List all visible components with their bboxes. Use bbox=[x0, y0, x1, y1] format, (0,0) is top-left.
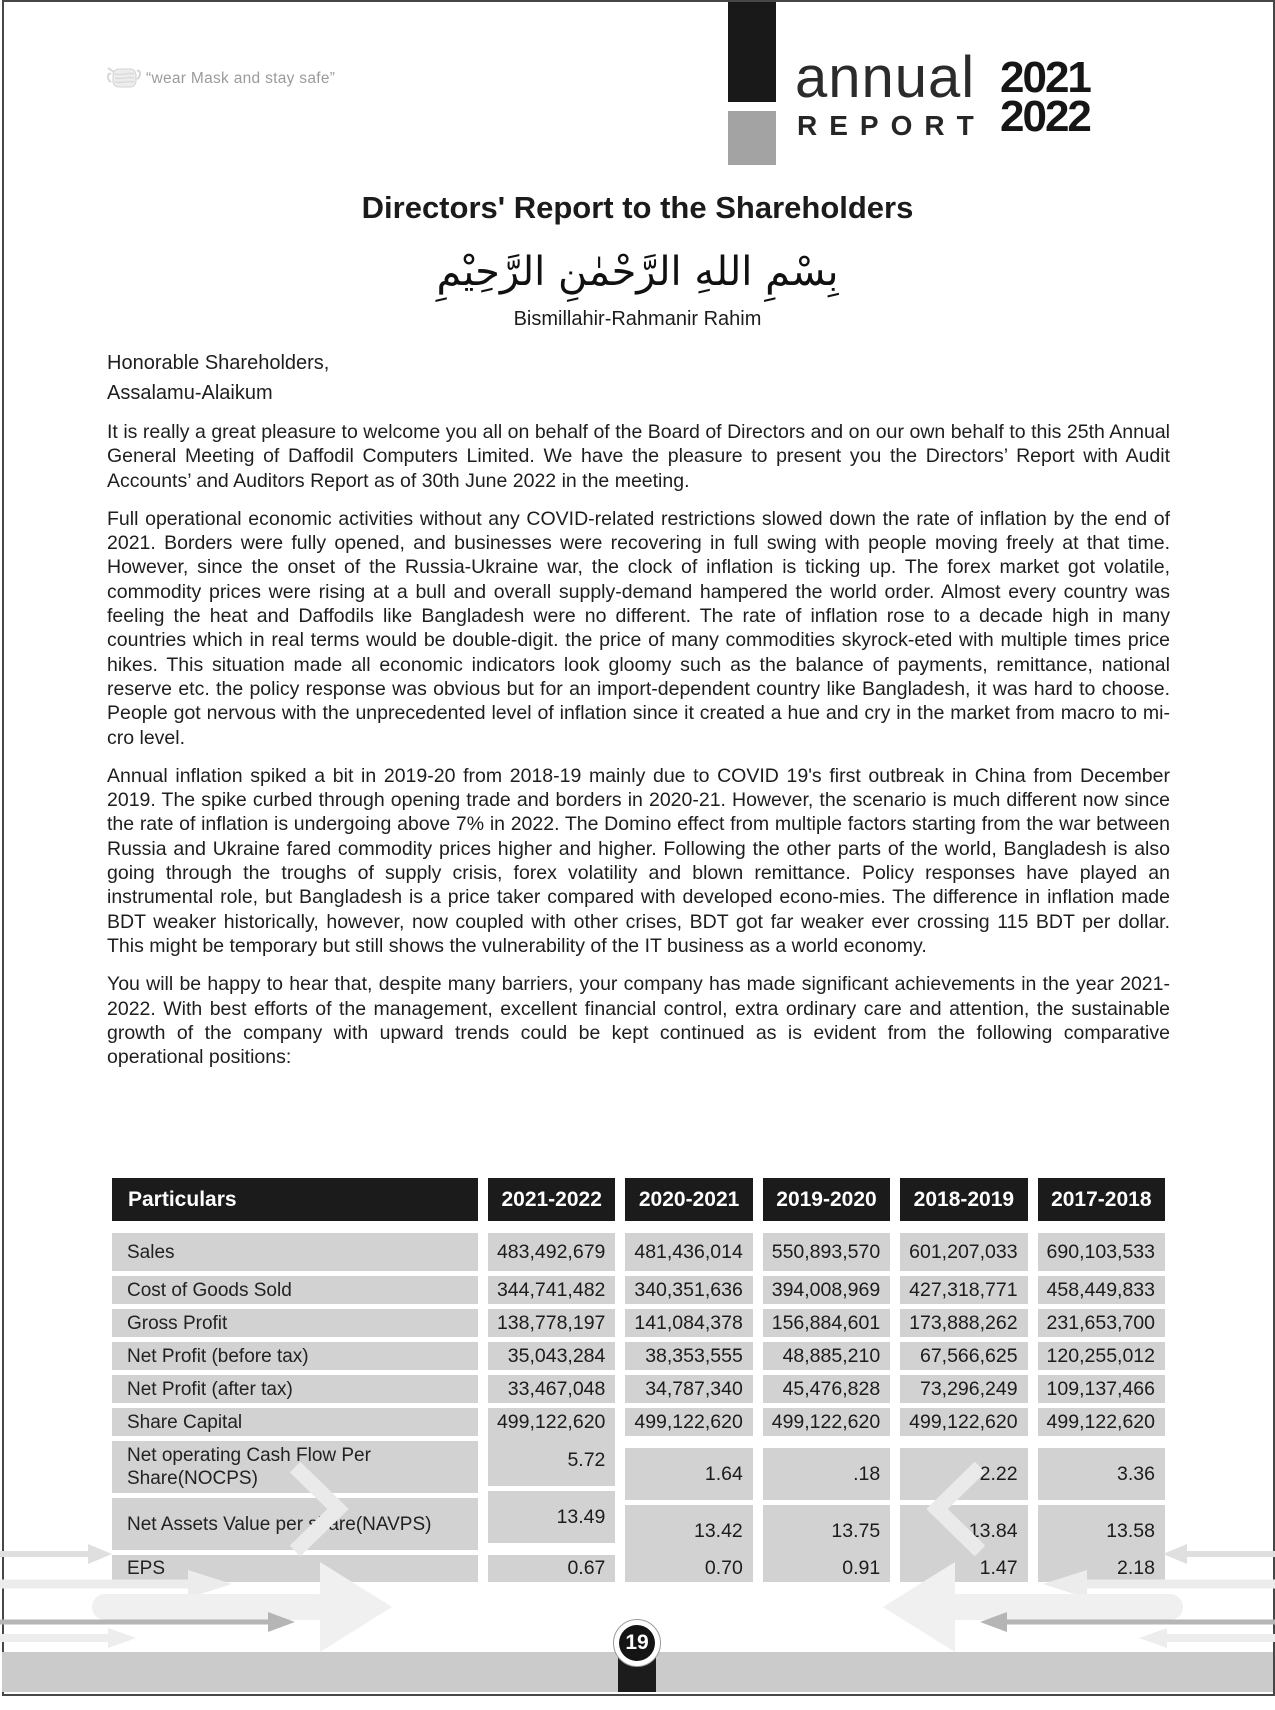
brand-years bbox=[1000, 53, 1090, 141]
table-row bbox=[112, 1408, 1165, 1436]
row-value: 109,137,466 bbox=[1038, 1375, 1165, 1403]
row-value: 13.84 bbox=[900, 1505, 1027, 1557]
row-value: 156,884,601 bbox=[763, 1309, 890, 1337]
mask-note-text: “wear Mask and stay safe” bbox=[146, 70, 336, 87]
row-value: 34,787,340 bbox=[625, 1375, 752, 1403]
row-value: 340,351,636 bbox=[625, 1276, 752, 1304]
row-label: Cost of Goods Sold bbox=[112, 1276, 478, 1304]
paragraphs bbox=[107, 420, 1170, 1069]
row-label: Net Profit (after tax) bbox=[112, 1375, 478, 1403]
brand-year-bottom: 2022 bbox=[1000, 92, 1090, 141]
table-header-year: 2018-2019 bbox=[900, 1178, 1027, 1221]
row-value: 48,885,210 bbox=[763, 1342, 890, 1370]
table-header-year: 2021-2022 bbox=[488, 1178, 615, 1221]
row-label: Gross Profit bbox=[112, 1309, 478, 1337]
row-value: 45,476,828 bbox=[763, 1375, 890, 1403]
row-value: 481,436,014 bbox=[625, 1233, 752, 1271]
row-value: 13.49 bbox=[488, 1491, 615, 1543]
row-value: 601,207,033 bbox=[900, 1233, 1027, 1271]
bismillah-calligraphy: بِسْمِ اللهِ الرَّحْمٰنِ الرَّحِيْمِ bbox=[436, 249, 839, 295]
table-row bbox=[112, 1309, 1165, 1337]
table-header-year: 2017-2018 bbox=[1038, 1178, 1165, 1221]
row-value: 35,043,284 bbox=[488, 1342, 615, 1370]
row-value: 499,122,620 bbox=[488, 1408, 615, 1436]
row-value: 13.75 bbox=[763, 1505, 890, 1557]
row-value: 138,778,197 bbox=[488, 1309, 615, 1337]
body-paragraph: Annual inflation spiked a bit in 2019-20 from 2018-19 mainly due to COVID 19's first outbreak in China from December 2019. The spike curbed through opening trade and borders in 2020-21. However, the scenario is much different now since the rate of inflation is undergoing above 7% in 2022. The Domino effect from multiple factors starting from the war between Russia and Ukraine fared commodity prices higher and higher. Following the other parts of the world, Bangladesh is also going through the troughs of supply crisis, forex volatility and blown remittance. Policy responses have played an instrumental role, but Bangladesh is a price taker compared with developed econo-mies. The difference in inflation made BDT weaker historically, however, now coupled with other crises, BDT got far weaker ever crossing 115 BDT per dollar. This might be temporary but still shows the vulnerability of the IT business as a world economy. bbox=[107, 764, 1170, 957]
face-mask-icon bbox=[106, 64, 142, 94]
row-label: Net operating Cash Flow Per Share(NOCPS) bbox=[112, 1441, 478, 1493]
row-label: Net Assets Value per share(NAVPS) bbox=[112, 1498, 478, 1550]
body-paragraph: You will be happy to hear that, despite many barriers, your company has made significant achievements in the year 2021-2022. With best efforts of the management, excellent financial control, extra ordinary care and attention, the sustainable growth of the company with upward trends could be kept continued as is evident from the following comparative operational positions: bbox=[107, 973, 1170, 1069]
row-value: 3.36 bbox=[1038, 1448, 1165, 1500]
row-value: 499,122,620 bbox=[900, 1408, 1027, 1436]
row-value: 344,741,482 bbox=[488, 1276, 615, 1304]
row-value: 0.91 bbox=[763, 1555, 890, 1582]
row-value: .18 bbox=[763, 1448, 890, 1500]
logo-black-block bbox=[728, 2, 776, 102]
row-value: 231,653,700 bbox=[1038, 1309, 1165, 1337]
page-title: Directors' Report to the Shareholders bbox=[361, 190, 914, 225]
page-number: 19 bbox=[619, 1625, 655, 1661]
table-row bbox=[112, 1375, 1165, 1403]
row-value: 33,467,048 bbox=[488, 1375, 615, 1403]
salutation: Honorable Shareholders, bbox=[107, 352, 330, 374]
row-value: 690,103,533 bbox=[1038, 1233, 1165, 1271]
page-number-badge bbox=[613, 1619, 661, 1667]
row-value: 1.47 bbox=[900, 1555, 1027, 1582]
greeting: Assalamu-Alaikum bbox=[107, 382, 273, 404]
row-label: Share Capital bbox=[112, 1408, 478, 1436]
brand-report: REPORT bbox=[797, 110, 986, 141]
row-value: 173,888,262 bbox=[900, 1309, 1027, 1337]
row-value: 458,449,833 bbox=[1038, 1276, 1165, 1304]
row-label: Sales bbox=[112, 1233, 478, 1271]
body-text bbox=[107, 352, 1170, 1083]
row-value: 2.22 bbox=[900, 1448, 1027, 1500]
table-row bbox=[112, 1342, 1165, 1370]
logo-gray-block bbox=[728, 111, 776, 165]
row-value: 141,084,378 bbox=[625, 1309, 752, 1337]
row-value: 73,296,249 bbox=[900, 1375, 1027, 1403]
decorative-arrows-left bbox=[0, 1462, 400, 1657]
table-row bbox=[112, 1233, 1165, 1271]
row-value: 499,122,620 bbox=[763, 1408, 890, 1436]
row-value: 550,893,570 bbox=[763, 1233, 890, 1271]
body-paragraph: Full operational economic activities without any COVID-related restrictions slowed down the rate of inflation by the end of 2021. Borders were fully opened, and businesses were recovering in full swing with people moving freely at that time. However, since the onset of the Russia-Ukraine war, the clock of inflation is ticking up. The forex market got volatile, commodity prices were rising at a bull and overall supply-demand hampered the world order. Almost every country was feeling the heat and Daffodils like Bangladesh were no different. The rate of inflation rose to a decade high in many countries which in real terms would be double-digit. the price of many commodities skyrock-eted with multiple times price hikes. This situation made all economic indicators look gloomy such as the balance of payments, remittance, national reserve etc. the policy response was obvious but for an import-dependent country like Bangladesh, it was hard to choose. People got nervous with the unprecedented level of inflation since it created a hue and cry in the market from macro to mi-cro level. bbox=[107, 507, 1170, 749]
brand-annual: annual bbox=[795, 45, 976, 110]
mask-watermark bbox=[106, 64, 335, 94]
row-value: 13.58 bbox=[1038, 1505, 1165, 1557]
table-header-year: 2019-2020 bbox=[763, 1178, 890, 1221]
row-value: 1.64 bbox=[625, 1448, 752, 1500]
row-value: 499,122,620 bbox=[1038, 1408, 1165, 1436]
row-value: 120,255,012 bbox=[1038, 1342, 1165, 1370]
table-row bbox=[112, 1276, 1165, 1304]
bismillah-caption: Bismillahir-Rahmanir Rahim bbox=[513, 308, 762, 330]
row-value: 499,122,620 bbox=[625, 1408, 752, 1436]
row-value: 13.42 bbox=[625, 1505, 752, 1557]
row-value: 2.18 bbox=[1038, 1555, 1165, 1582]
decorative-arrows-right bbox=[875, 1462, 1275, 1657]
brand-year-top: 2021 bbox=[1000, 53, 1090, 102]
row-value: 394,008,969 bbox=[763, 1276, 890, 1304]
row-value: 5.72 bbox=[488, 1434, 615, 1486]
row-value: 427,318,771 bbox=[900, 1276, 1027, 1304]
table-header-particulars: Particulars bbox=[112, 1178, 478, 1221]
row-value: 38,353,555 bbox=[625, 1342, 752, 1370]
table-header-year: 2020-2021 bbox=[625, 1178, 752, 1221]
row-value: 0.67 bbox=[488, 1555, 615, 1582]
row-label: EPS bbox=[112, 1555, 478, 1582]
table-header-row bbox=[112, 1178, 1165, 1221]
row-value: 483,492,679 bbox=[488, 1233, 615, 1271]
row-label: Net Profit (before tax) bbox=[112, 1342, 478, 1370]
row-value: 67,566,625 bbox=[900, 1342, 1027, 1370]
body-paragraph: It is really a great pleasure to welcome you all on behalf of the Board of Directors and on our own behalf to this 25th Annual General Meeting of Daffodil Computers Limited. We have the pleasure to present you the Directors’ Report with Audit Accounts’ and Auditors Report as of 30th June 2022 in the meeting. bbox=[107, 421, 1170, 492]
row-value: 0.70 bbox=[625, 1555, 752, 1582]
